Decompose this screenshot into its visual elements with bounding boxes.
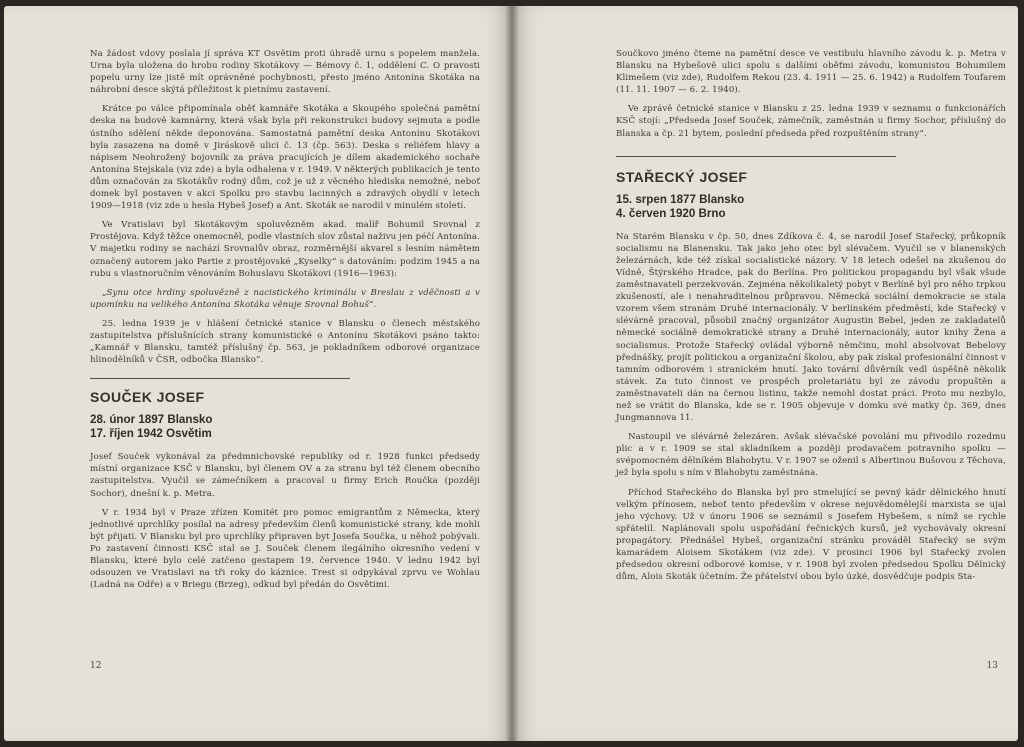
paragraph-italic-quote: „Synu otce hrdiny spoluvězně z nacistického kriminálu v Breslau z vděčnosti a v upomínku na velikého Antonína Skotáka věnuje Srovnal Bohuš“. <box>90 287 480 310</box>
paragraph: Ve zprávě četnické stanice v Blansku z 25. ledna 1939 v seznamu o funkcionářích KSČ stojí: „Předseda Josef Souček, zámečník, zaměstnán u firmy Sochor, příslušný do Blanska a čp. 21 bytem, poslední předseda před rozpuštěním strany“. <box>616 104 1006 139</box>
paragraph: Josef Souček vykonával za předmnichovské republiky od r. 1928 funkci předsedy místní organizace KSČ v Blansku, byl členem OV a za stranu byl též členem obecního zastupitelstva. Vyučil se zámečníkem a pracoval u firmy Erich Roučka (později Sochor), dnešní k. p. Metra. <box>90 452 480 499</box>
death-date: 4. červen 1920 Brno <box>616 206 726 220</box>
death-date: 17. říjen 1942 Osvětim <box>90 427 212 441</box>
left-page <box>4 6 512 741</box>
paragraph: Příchod Stařeckého do Blanska byl pro stmelující se pevný kádr dělnického hnutí velkým přínosem, neboť tento především v okrese nejuvědomělejší marxista se ujal jeho výchovy. Už v únoru 1906 se seznámil s Josefem Hybešem, s nímž se rychle spřátelil. Naplánovali spolu uspořádání řečnických kursů, jež vychovávaly okresní propagátory. Přednášel Hybeš, organizační stránku prováděl Stařecký se svým kamarádem Aloisem Skotákem (viz zde). V prosinci 1906 byl Stařecký zvolen předsedou okresní odborové komise, v r. 1908 byl zvolen předsedou Spolku Dělnický dům, Alois Skoták účetním. Že přátelství obou bylo úzké, dosvědčuje podpis Sta- <box>616 487 1006 583</box>
section-heading: STAŘECKÝ JOSEF <box>616 168 748 185</box>
right-page <box>512 6 1018 741</box>
paragraph: Na Starém Blansku v čp. 50, dnes Zdíkova č. 4, se narodil Josef Stařecký, průkopník socialismu na Blanensku. Tak jako jeho otec byl slévačem. Vyučil se v blanenských železárnách, kde též získal socialistické názory. V 18 letech odešel na zkušenou do Vídně, Štýrského Hradce, pak do Berlína. Pro politickou propagandu byl však všude zaměstnavateli perzekvován. Zejména několikaletý pobyt v Berlíně byl pro něho trpkou zkušeností, ale i nenahraditelnou průpravou. Německá sociální demokracie se stala vzorem všem stranám Druhé internacionály. V berlínském předměstí, kde Stařecký v slévárně pracoval, působil značný organizátor Augustin Bebel, jeden ze zakladatelů německé sociálně demokratické strany a Druhé internacionály, autor knihy Žena a socialismus. Protože Stařecký ovládal výborně němčinu, mohl absolvovat Bebelovy přednášky, projít politickou a organizační školou, aby pak získal profesionální činnost v tamním odborovém i stranickém hnutí. Jako tovární důvěrník vedl úspěšně několik stávek. Za tuto činnost ve prospěch proletariátu byl ze závodu propuštěn a zaměstnavateli dán na černou listinu, takže nemohl dostat práci. Proto mu nezbylo, než se vrátit do Blanska, kde se r. 1905 objevuje v domku své matky čp. 369, dnes Jungmannova 11. <box>616 231 1006 424</box>
paragraph: Nastoupil ve slévárně železáren. Avšak slévačské povolání mu přivodilo rozedmu plic a v r. 1909 se stal skladníkem a později prodavačem potravního spolku — svépomocném dělníkém Blahobytu. V r. 1907 se oženil s Albertinou Bušovou z Těchova, jež byla spolu s ním v Blahobytu zaměstnána. <box>616 432 1006 479</box>
section-divider <box>616 156 896 157</box>
right-text-column <box>616 48 1006 590</box>
paragraph: Krátce po válce připomínala oběť kamnáře Skotáka a Skoupého společná pamětní deska na budově kamnárny, která však byla při rekonstrukci budovy sejmuta a podle ústního sdělení někde deponována. Samostatná pamětní deska Antonínu Skotákovi byla zasazena na domě v Jiráskově ulici č. 13 (čp. 563). Deska s reliéfem hlavy a nápisem Neohrožený bojovník za práva pracujících je dílem akademického sochaře Antonína Stejskala (viz zde) a byla odhalena v r. 1949. V některých publikacích je tento dům označován za Skotákův rodný dům, což je už z věcného hlediska nemožné, neboť domek byl postaven v akci Spolku pro stavbu lacinných a zdravých obydlí v letech 1909—1918 (viz zde u hesla Hybeš Josef) a Ant. Skoták se narodil v minulém století. <box>90 104 480 212</box>
book-gutter <box>505 6 519 741</box>
paragraph: Ve Vratislavi byl Skotákovým spoluvězněm akad. malíř Bohumil Srovnal z Prostějova. Když těžce onemocněl, podle vlastních slov zůstal naživu jen péčí Antonína. V majetku rodiny se nachází Srovnalův obraz, rozměrnější akvarel s lesním námětem označený autorem jako Partie z prostějovské „Kyselky“ s datováním: podzim 1945 a na rubu s vlastnoručním věnováním Bohuslavu Skotákovi (1916—1963): <box>90 220 480 279</box>
paragraph: Na žádost vdovy poslala jí správa KT Osvětim proti úhradě urnu s popelem manžela. Urna byla uložena do hrobu rodiny Skotákovy — Bémovy č. 1, oddělení C. O pravosti popelu urny lze jistě mít oprávněné pochybnosti, přesto jméno Antonína Skotáka na náhrobní desce skýtá příležitost k pietnímu zastavení. <box>90 49 480 96</box>
birth-date: 15. srpen 1877 Blansko <box>616 192 745 206</box>
section-divider <box>90 378 350 379</box>
paragraph: V r. 1934 byl v Praze zřízen Komitét pro pomoc emigrantům z Německa, který jednotlivé uprchlíky posílal na adresy především členů komunistické strany, kde mohli být přijati. V Blansku byl pro uprchlíky připraven byt Josefa Součka, u něhož pobývali. Po zastavení činnosti KSČ stal se J. Souček členem ilegálního okresního vedení v Blansku, které bylo celé zatčeno gestapem 19. července 1940. V lednu 1942 byl odsouzen ve Vratislavi na tři roky do káznice. Trest si odpykával zprvu ve Wohlau (Ladná na Odře) a v Briegu (Brzeg), odkud byl předán do Osvětimi. <box>90 507 480 591</box>
paragraph: Součkovo jméno čteme na pamětní desce ve vestibulu hlavního závodu k. p. Metra v Blansku na Hybešově ulici spolu s dalšími oběťmi závodu, komunistou Bohumilem Klimešem (viz zde), Rudolfem Rekou (23. 4. 1911 — 25. 6. 1942) a Rudolfem Toufarem (11. 11. 1907 — 6. 2. 1940). <box>616 49 1006 96</box>
paragraph: 25. ledna 1939 je v hlášení četnické stanice v Blansku o členech městského zastupitelstva příslušnících strany komunistické o Antonínu Skotákovi psáno takto: „Kamnář v Blansku, tamtéž příslušný čp. 563, je pokladníkem odborové organizace hlinodělníků v ČSR, odbočka Blansko“. <box>90 318 480 366</box>
page-number: 12 <box>90 661 102 671</box>
birth-date: 28. únor 1897 Blansko <box>90 413 213 427</box>
left-text-column <box>90 48 480 598</box>
page-number: 13 <box>986 661 998 671</box>
section-heading: SOUČEK JOSEF <box>90 389 205 406</box>
